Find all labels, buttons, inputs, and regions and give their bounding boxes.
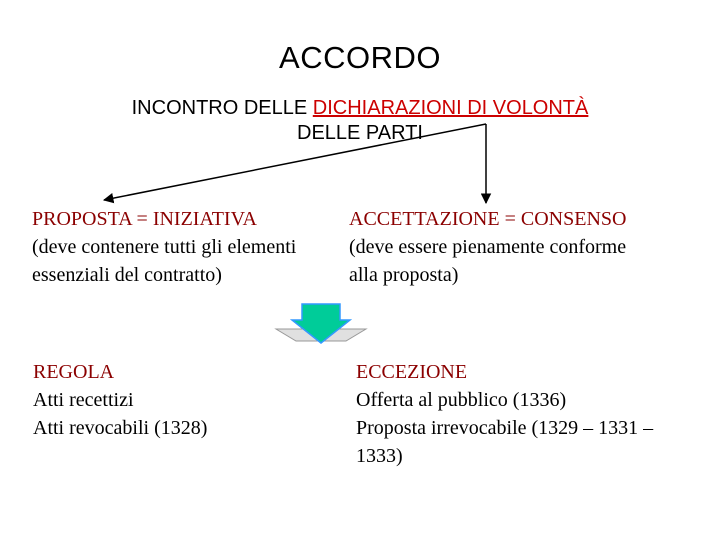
regola-item: Atti recettizi	[33, 389, 134, 411]
subtitle-line2: DELLE PARTI	[297, 122, 423, 144]
regola-heading: REGOLA	[33, 361, 115, 383]
accettazione-heading: ACCETTAZIONE = CONSENSO	[349, 208, 627, 230]
regola-item: Atti revocabili (1328)	[33, 417, 208, 439]
eccezione-block	[356, 358, 653, 470]
proposta-line: (deve contenere tutti gli elementi	[32, 236, 297, 258]
down-arrow-icon	[276, 304, 366, 343]
proposta-heading: PROPOSTA = INIZIATIVA	[32, 208, 257, 230]
eccezione-item: Proposta irrevocabile (1329 – 1331 –	[356, 417, 654, 439]
subtitle-highlight: DICHIARAZIONI DI VOLONTÀ	[312, 97, 589, 119]
eccezione-item: 1333)	[356, 445, 403, 467]
subtitle-prefix: INCONTRO DELLE	[131, 97, 313, 119]
page-title: ACCORDO	[279, 40, 441, 75]
eccezione-heading: ECCEZIONE	[356, 361, 468, 383]
accettazione-line: alla proposta)	[349, 264, 459, 286]
regola-block	[33, 358, 207, 442]
proposta-block	[32, 205, 296, 289]
accettazione-line: (deve essere pienamente conforme	[349, 236, 627, 258]
accettazione-block	[349, 205, 626, 289]
connector-line-left	[104, 124, 486, 200]
eccezione-item: Offerta al pubblico (1336)	[356, 389, 567, 411]
proposta-line: essenziali del contratto)	[32, 264, 222, 286]
tree-connector-arrows	[104, 124, 486, 203]
